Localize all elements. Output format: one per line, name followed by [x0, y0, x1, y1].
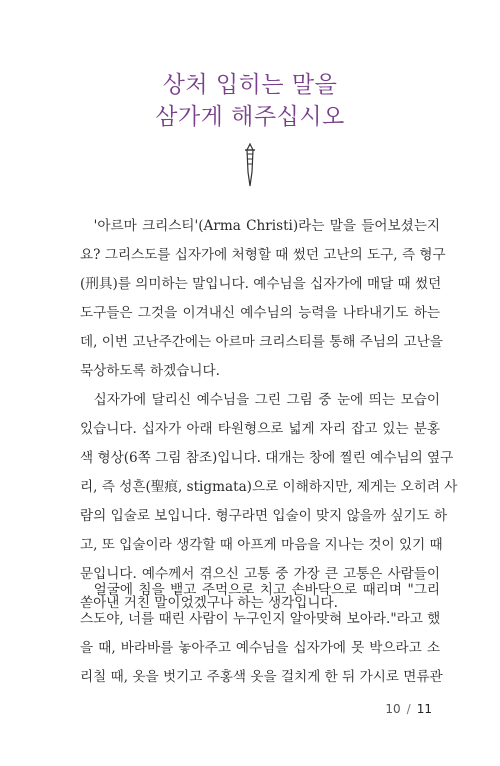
body-paragraph-1: [80, 212, 446, 386]
body-paragraph-3: [80, 576, 443, 692]
paragraph-3-line: 을 때, 바라바를 놓아주고 예수님을 십자가에 못 박으라고 소: [80, 640, 440, 656]
paragraph-1-line: 묵상하도록 하겠습니다.: [80, 363, 220, 379]
paragraph-1-line: 도구들은 그것을 이겨내신 예수님의 능력을 나타내기도 하는: [80, 305, 440, 321]
paragraph-2-line: 리, 즉 성흔(聖痕, stigmata)으로 이해하지만, 제게는 오히려 사: [80, 479, 458, 495]
nail-icon: [240, 142, 260, 190]
page-separator: /: [406, 702, 411, 716]
paragraph-2-line: 람의 입술로 보입니다. 형구라면 입술이 맞지 않을까 싶기도 하: [80, 508, 448, 524]
paragraph-3-line: 얼굴에 침을 뱉고 주먹으로 치고 손바닥으로 때리며 "그리: [93, 582, 440, 598]
left-page-number: 10: [385, 702, 401, 716]
paragraph-2-line: 쏟아낸 거친 말이었겠구나 하는 생각입니다.: [80, 595, 338, 611]
paragraph-2-line: 있습니다. 십자가 아래 타원형으로 넓게 자리 잡고 있는 분홍: [80, 421, 440, 437]
chapter-title-line-1: 상처 입히는 말을: [162, 72, 338, 98]
paragraph-2-line: 십자가에 달리신 예수님을 그린 그림 중 눈에 띄는 모습이: [93, 392, 440, 408]
page-number: [385, 702, 432, 716]
paragraph-2-line: 색 형상(6쪽 그림 참조)입니다. 대개는 창에 찔린 예수님의 옆구: [80, 450, 454, 466]
paragraph-2-line: 문입니다. 예수께서 겪으신 고통 중 가장 큰 고통은 사람들이: [80, 566, 440, 582]
paragraph-3-line: 리칠 때, 옷을 벗기고 주홍색 옷을 걸치게 한 뒤 가시로 면류관: [80, 669, 443, 685]
paragraph-1-line: '아르마 크리스티'(Arma Christi)라는 말을 들어보셨는지: [93, 218, 440, 234]
paragraph-1-line: 데, 이번 고난주간에는 아르마 크리스티를 통해 주님의 고난을: [80, 334, 443, 350]
paragraph-1-line: (刑具)를 의미하는 말입니다. 예수님을 십자가에 매달 때 썼던: [80, 276, 442, 292]
chapter-title-line-2: 삼가게 해주십시오: [155, 104, 345, 130]
paragraph-2-line: 고, 또 입술이라 생각할 때 아프게 마음을 지나는 것이 있기 때: [80, 537, 443, 553]
right-page-number: 11: [416, 702, 432, 716]
paragraph-1-line: 요? 그리스도를 십자가에 처형할 때 썼던 고난의 도구, 즉 형구: [80, 247, 446, 263]
paragraph-3-line: 스도야, 너를 때린 사람이 누구인지 알아맞혀 보아라."라고 했: [80, 611, 441, 627]
